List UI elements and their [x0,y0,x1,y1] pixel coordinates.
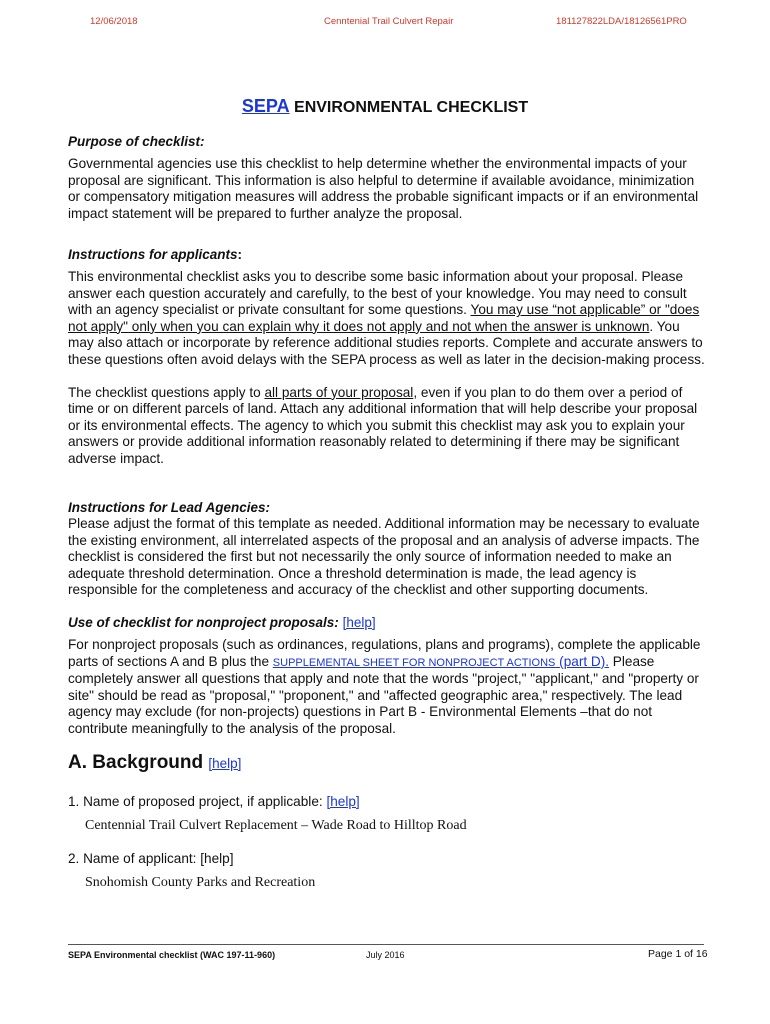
nonproject-help-link[interactable]: [help] [342,615,376,630]
supplemental-sheet-link[interactable]: SUPPLEMENTAL SHEET FOR NONPROJECT ACTIONS [272,656,556,669]
lead-agencies-body: Please adjust the format of this template as needed. Additional information may be necessary to evaluate the existing environment, all interrelated aspects of the proposal and an analysis of adverse impacts. The checklist is considered the first but not necessarily the only source of information needed to make an adequate threshold determination. Once a threshold determination is made, the lead agency is responsible for the completeness and accuracy of the checklist and other supporting documents. [68,516,700,598]
header-code: 181127822LDA/18126561PRO [556,16,687,27]
background-heading: A. Background [help] [68,752,242,773]
title-rest: ENVIRONMENTAL CHECKLIST [289,99,529,116]
lead-agencies-heading: Instructions for Lead Agencies: [68,500,271,515]
question-1-help-link[interactable]: [help] [326,794,360,809]
nonproject-section [68,615,708,738]
question-1: 1. Name of proposed project, if applicable: [help] [68,794,360,809]
header-project: Cenntenial Trail Culvert Repair [324,16,454,27]
footer-page-number: Page 1 of 16 [648,948,708,960]
header-date: 12/06/2018 [90,16,138,27]
question-2: 2. Name of applicant: [help] [68,851,234,866]
applicants-para-1: This environmental checklist asks you to describe some basic information about your proposal. Please answer each question accurately and carefully, to the best of your knowledge. You may need to consult with an agency specialist or private consultant for some questions. You may use “not applicable” or "does not apply" only when you can explain why it does not apply and not when the answer is unknown. You may also attach or incorporate by reference additional studies reports. Complete and accurate answers to these questions often avoid delays with the SEPA process as well as later in the decision-making process. [68,269,705,367]
applicants-heading: Instructions for applicants: [68,247,243,262]
background-help-link[interactable]: [help] [208,756,242,771]
lead-agencies-section [68,500,708,599]
nonproject-body: For nonproject proposals (such as ordinances, regulations, plans and programs), complete the applicable parts of sections A and B plus the SUPPLEMENTAL SHEET FOR NONPROJECT ACTIONS (part D). Please completely answer all questions that apply and note that the words "project," "applicant," and "property or site" should be read as "proposal," "proponent," and "affected geographic area," respectively. The lead agency may exclude (for non-projects) questions in Part B - Environmental Elements –that do not contribute meaningfully to the analysis of the proposal. [68,637,701,736]
purpose-heading: Purpose of checklist: [68,134,205,149]
page-title [0,96,770,117]
sepa-link[interactable]: SEPA [241,96,290,116]
footer-middle: July 2016 [366,950,405,960]
applicants-section [68,247,708,468]
answer-1: Centennial Trail Culvert Replacement – Wade Road to Hilltop Road [85,818,467,833]
not-applicable-note: You may use “not applicable” or "does not apply" only when you can explain why it does not apply and not when the answer is unknown [68,302,700,334]
nonproject-heading: Use of checklist for nonproject proposals: [help] [68,615,376,630]
part-d-link[interactable]: (part D). [555,653,610,669]
applicants-para-2: The checklist questions apply to all parts of your proposal, even if you plan to do them over a period of time or on different parcels of land. Attach any additional information that will help describe your proposal or its environmental effects. The agency to which you submit this checklist may ask you to explain your answers or provide additional information reasonably related to determining if there may be significant adverse impact. [68,384,698,466]
footer-left: SEPA Environmental checklist (WAC 197-11-960) [68,950,276,960]
footer-divider [68,944,704,945]
purpose-body: Governmental agencies use this checklist to help determine whether the environmental impacts of your proposal are significant. This information is also helpful to determine if available avoidance, minimization or compensatory mitigation measures will address the probable significant impacts or if an environmental impact statement will be prepared to further analyze the proposal. [68,156,699,221]
answer-2: Snohomish County Parks and Recreation [85,875,316,890]
purpose-section [68,134,708,222]
